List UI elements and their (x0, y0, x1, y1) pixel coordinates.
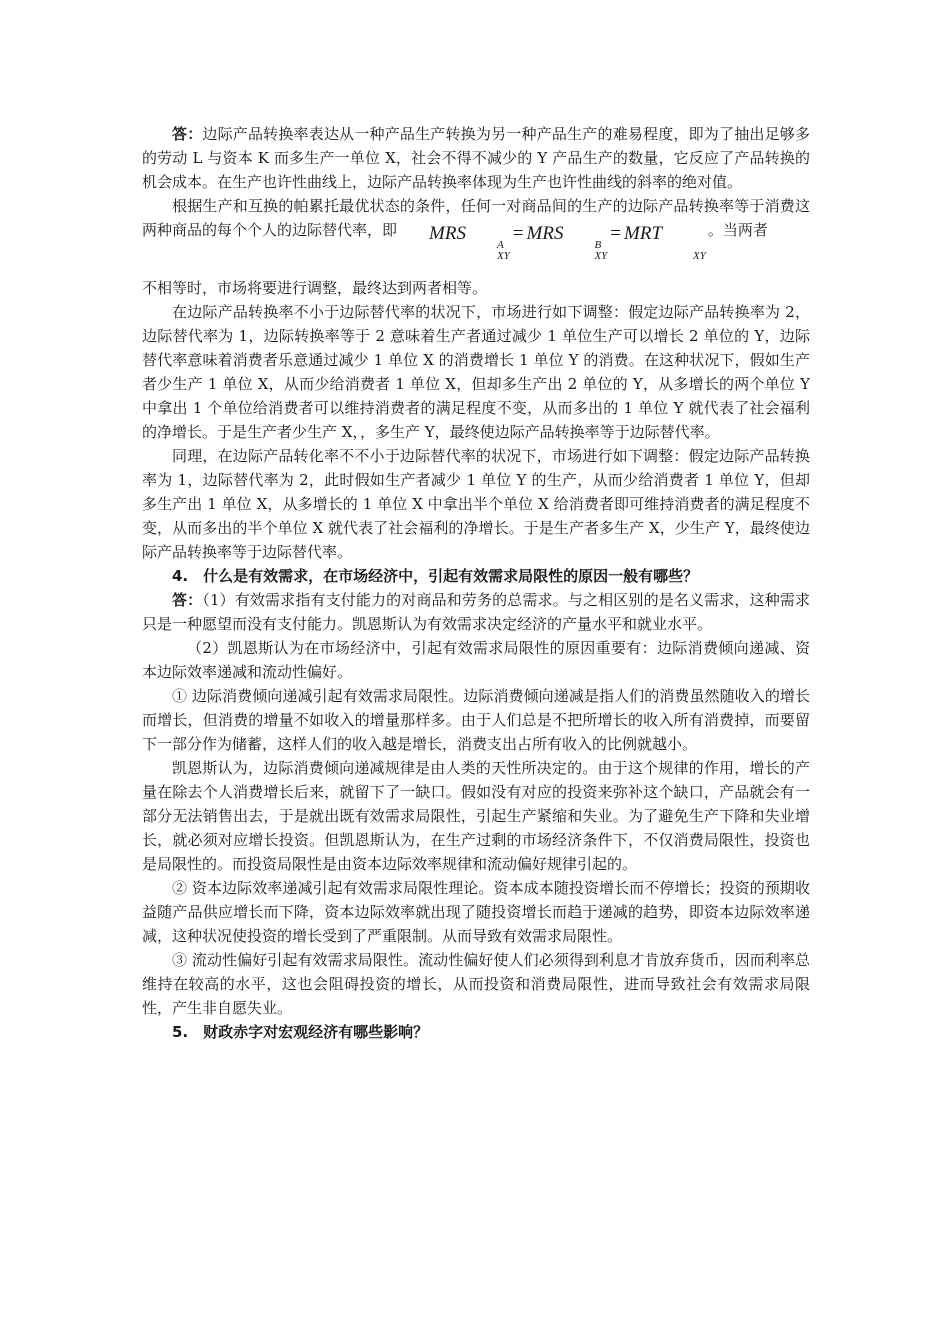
paragraph-mrt-greater: 在边际产品转换率不小于边际替代率的状况下，市场进行如下调整：假定边际产品转换率为 2，边际替代率为 1，边际转换率等于 2 意味着生产者通过减少 1 单位生产可以增长 2 单位的 Y，边际替代率意味着消费者乐意通过减少 1 单位 X 的消费增长 1 单位 Y 的消费。在这种状况下，假如生产者少生产 1 单位 X，从而少给消费者 1 单位 X，但却多生产出 2 单位的 Y，从多增长的两个单位 Y 中拿出 1 个单位给消费者可以维持消费者的满足程度不变，从而多出的 1 单位 Y 就代表了社会福利的净增长。于是生产者少生产 X，，多生产 Y，最终使边际产品转换率等于边际替代率。 (142, 303, 810, 441)
paragraph-text: （1）有效需求指有支付能力的对商品和劳务的总需求。与之相区别的是名义需求，这种需求只是一种愿望而没有支付能力。凯恩斯认为有效需求决定经济的产量水平和就业水平。 (142, 591, 810, 633)
question-5-heading: 5. 财政赤字对宏观经济有哪些影响？ (172, 1023, 429, 1041)
answer-label: 答： (172, 125, 203, 143)
paragraph-text: 根据生产和互换的帕累托最优状态的条件，任何一对商品间的生产的边际产品转换率等于消费这两种商品的每个个人的边际替代率，即 (142, 197, 810, 239)
paragraph-mpc-decreasing: ① 边际消费倾向递减引起有效需求局限性。边际消费倾向递减是指人们的消费虽然随收入的增长而增长，但消费的增量不如收入的增量那样多。由于人们总是不把所增长的收入所有消费掉，而要留下一部分作为储蓄，这样人们的收入越是增长，消费支出占所有收入的比例就越小。 (142, 687, 810, 753)
paragraph-text: 。当两者 (707, 221, 768, 239)
paragraph-effective-demand (142, 588, 810, 636)
paragraph-text: 边际产品转换率表达从一种产品生产转换为另一种产品生产的难易程度，即为了抽出足够多的劳动 L 与资本 K 而多生产一单位 X，社会不得不减少的 Y 产品生产的数量，它反应了产品转换的机会成本。在生产也许性曲线上，边际产品转换率体现为生产也许性曲线的斜率的绝对值。 (142, 125, 810, 191)
answer-label: 答： (172, 591, 203, 609)
mrs-mrt-formula: MRS A XY = MRS B XY = MRT XY (429, 223, 706, 262)
paragraph-answer-mrt (142, 122, 810, 194)
paragraph-liquidity-preference: ③ 流动性偏好引起有效需求局限性。流动性偏好使人们必须得到利息才肯放弃货币，因而利率总维持在较高的水平，这也会阻碍投资的增长，从而投资和消费局限性，进而导致社会有效需求局限性，产生非自愿失业。 (142, 951, 810, 1017)
document-page (142, 122, 810, 1044)
paragraph-pareto-condition (142, 194, 810, 262)
paragraph-keynes-causes: （2）凯恩斯认为在市场经济中，引起有效需求局限性的原因重要有：边际消费倾向递减、资本边际效率递减和流动性偏好。 (142, 639, 810, 681)
paragraph-mec-decreasing: ② 资本边际效率递减引起有效需求局限性理论。资本成本随投资增长而不停增长；投资的预期收益随产品供应增长而下降，资本边际效率就出现了随投资增长而趋于递减的趋势，即资本边际效率递减，这种状况使投资的增长受到了严重限制。从而导致有效需求局限性。 (142, 879, 810, 945)
question-4-heading: 4. 什么是有效需求，在市场经济中，引起有效需求局限性的原因一般有哪些？ (172, 567, 699, 585)
paragraph-keynes-nature: 凯恩斯认为，边际消费倾向递减规律是由人类的天性所决定的。由于这个规律的作用，增长的产量在除去个人消费增长后来，就留下了一缺口。假如没有对应的投资来弥补这个缺口，产品就会有一部分无法销售出去，于是就出既有效需求局限性，引起生产紧缩和失业。为了避免生产下降和失业增长，就必须对应增长投资。但凯恩斯认为，在生产过剩的市场经济条件下，不仅消费局限性，投资也是局限性的。而投资局限性是由资本边际效率规律和流动偏好规律引起的。 (142, 759, 810, 873)
paragraph-mrt-smaller: 同理，在边际产品转化率不不小于边际替代率的状况下，市场进行如下调整：假定边际产品转换率为 1，边际替代率为 2，此时假如生产者减少 1 单位 Y 的生产，从而少给消费者 1 单位 Y，但却多生产出 1 单位 X，从多增长的 1 单位 X 中拿出半个单位 X 给消费者即可维持消费者的满足程度不变，从而多出的半个单位 X 就代表了社会福利的净增长。于是生产者多生产 X，少生产 Y，最终使边际产品转换率等于边际替代率。 (142, 447, 810, 561)
paragraph-continuation: 不相等时，市场将要进行调整，最终达到两者相等。 (142, 279, 488, 297)
